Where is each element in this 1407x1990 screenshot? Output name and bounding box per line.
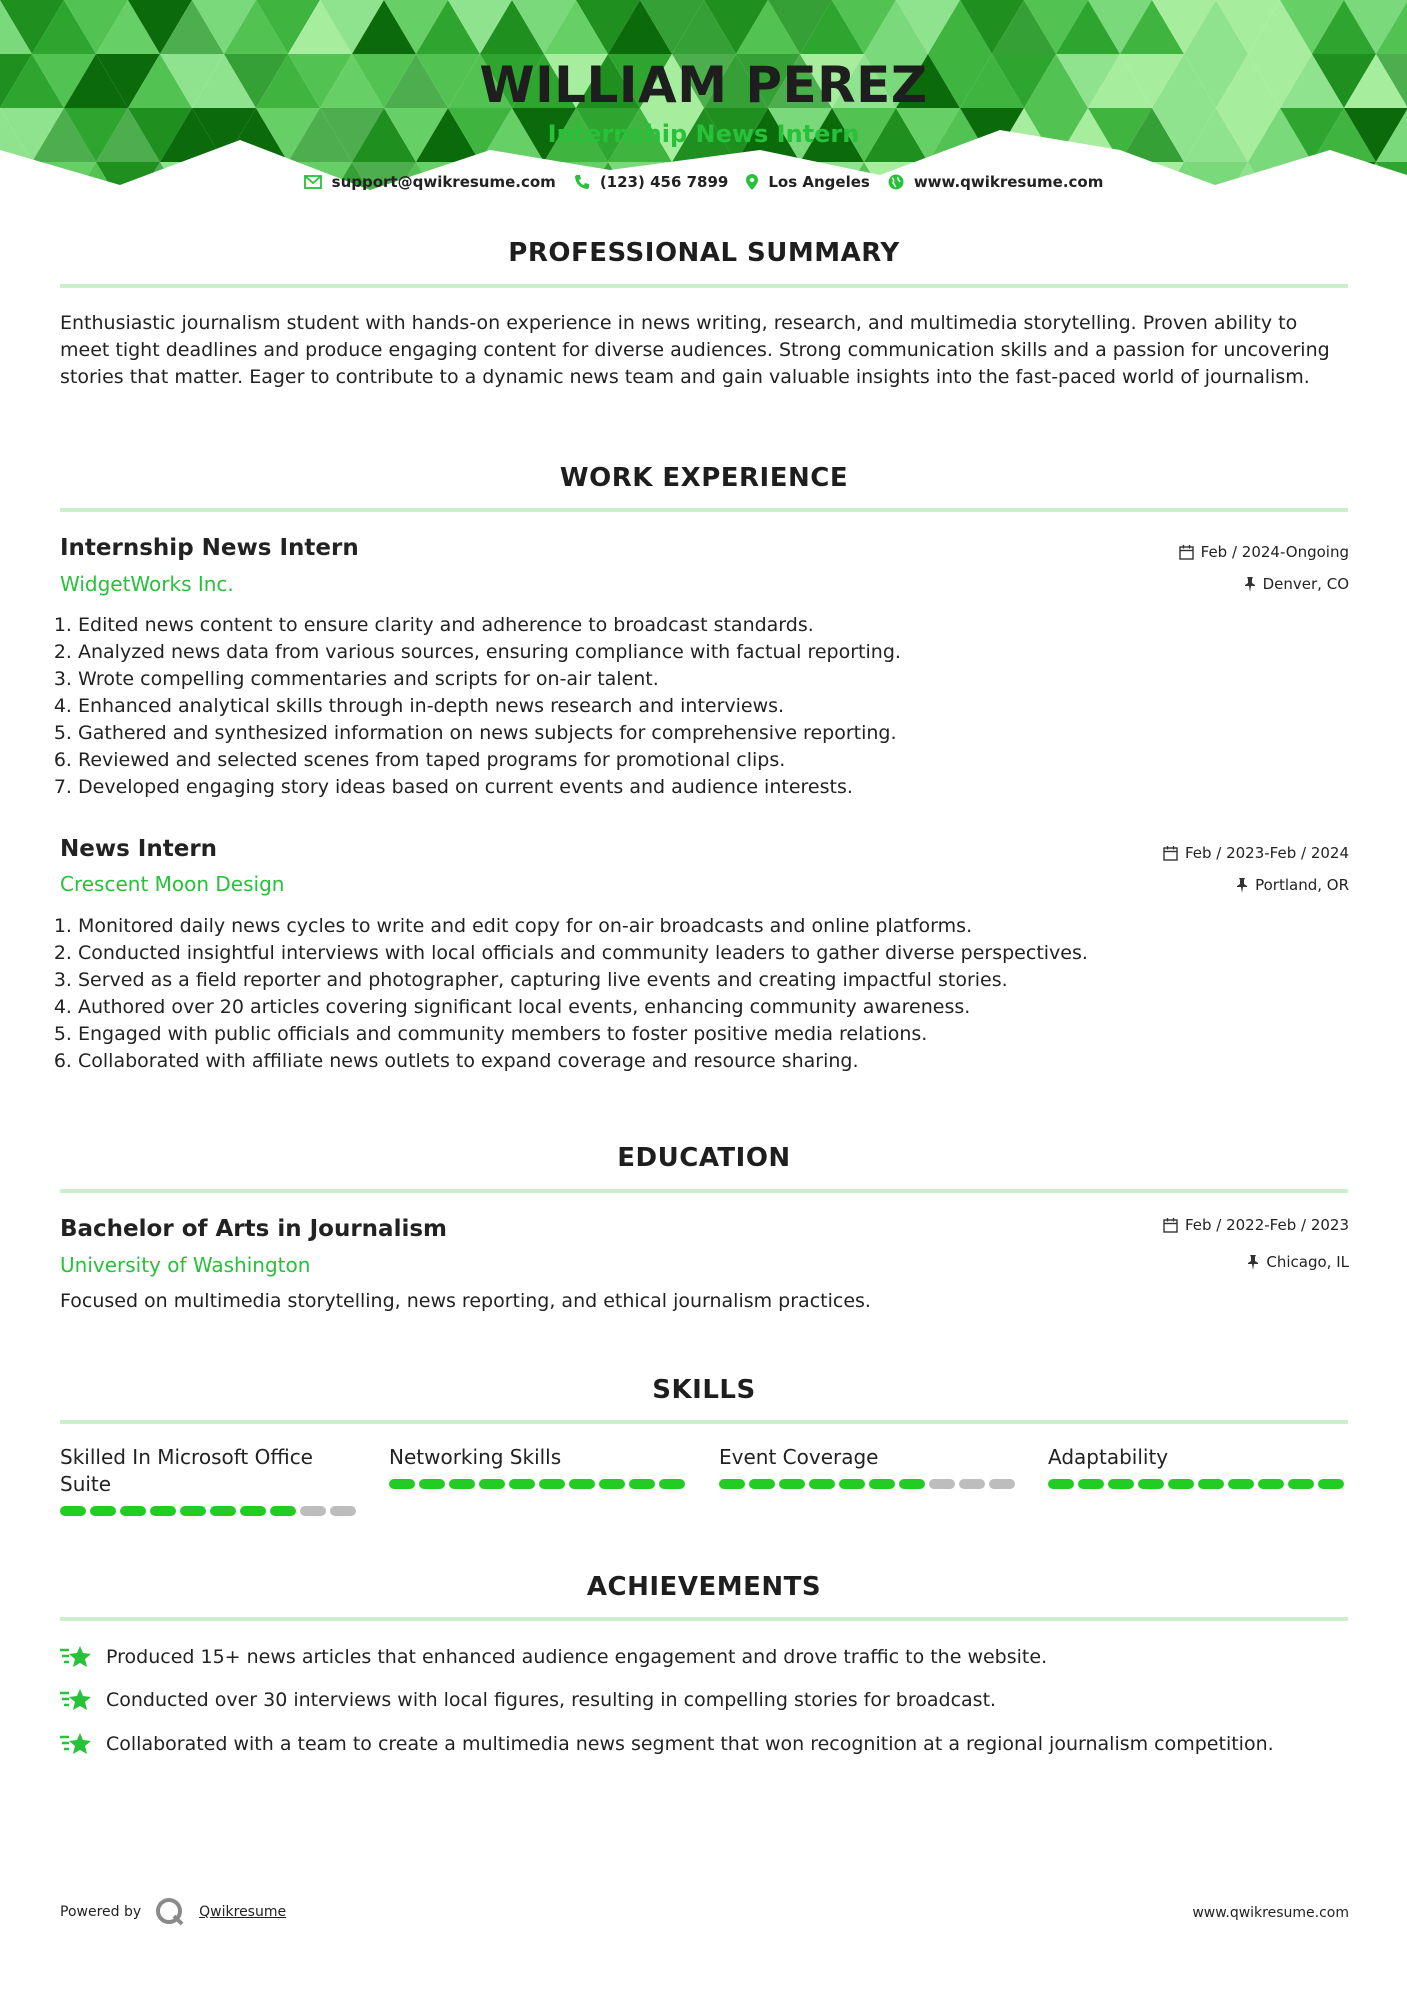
footer-website[interactable]: www.qwikresume.com xyxy=(1192,1905,1349,1921)
job-dates xyxy=(1179,543,1349,561)
skill-level-segment xyxy=(1168,1479,1194,1489)
skill-level-segment xyxy=(240,1506,266,1516)
skill-name: Event Coverage xyxy=(719,1445,879,1469)
calendar-icon xyxy=(1163,846,1178,861)
list-item: 4. Authored over 20 articles covering significant local events, enhancing community awareness. xyxy=(78,994,1368,1021)
skill-level-segment xyxy=(419,1479,445,1489)
skill-item xyxy=(1048,1444,1348,1489)
contact-location-text: Los Angeles xyxy=(768,173,870,191)
envelope-icon xyxy=(304,175,322,189)
job-dates-text: Feb / 2024-Ongoing xyxy=(1200,543,1349,561)
list-item: 5. Engaged with public officials and community members to foster positive media relations. xyxy=(78,1021,1368,1048)
education-description: Focused on multimedia storytelling, news reporting, and ethical journalism practices. xyxy=(60,1290,871,1312)
skill-level-segment xyxy=(539,1479,565,1489)
contact-email-text: support@qwikresume.com xyxy=(331,173,556,191)
education-heading: EDUCATION xyxy=(617,1143,791,1173)
experience-heading: WORK EXPERIENCE xyxy=(559,463,849,493)
skill-item xyxy=(719,1444,1019,1489)
skill-level-segment xyxy=(1318,1479,1344,1489)
footer-branding xyxy=(60,1897,286,1927)
pushpin-icon xyxy=(1244,576,1256,592)
job-location xyxy=(1236,876,1349,894)
achievements-divider xyxy=(60,1617,1348,1621)
star-badge-icon xyxy=(60,1731,92,1757)
skill-level-segment xyxy=(150,1506,176,1516)
education-dates-text: Feb / 2022-Feb / 2023 xyxy=(1184,1216,1349,1234)
skill-level-segment xyxy=(929,1479,955,1489)
skills-heading: SKILLS xyxy=(652,1375,756,1405)
skill-level-segment xyxy=(989,1479,1015,1489)
skill-level-segment xyxy=(389,1479,415,1489)
list-item: 2. Analyzed news data from various sources, ensuring compliance with factual reporting. xyxy=(78,639,1368,666)
achievement-item xyxy=(60,1731,1350,1757)
achievement-item xyxy=(60,1644,1350,1670)
calendar-icon xyxy=(1179,545,1194,560)
skill-level-bar xyxy=(60,1506,360,1516)
skill-level-segment xyxy=(719,1479,745,1489)
list-item: 1. Monitored daily news cycles to write and edit copy for on-air broadcasts and online platforms. xyxy=(78,913,1368,940)
skill-name: Adaptability xyxy=(1048,1445,1169,1469)
achievements-heading: ACHIEVEMENTS xyxy=(586,1572,822,1602)
candidate-title: Internship News Intern xyxy=(547,120,860,148)
skill-level-segment xyxy=(1048,1479,1074,1489)
summary-heading: PROFESSIONAL SUMMARY xyxy=(508,238,900,268)
contact-phone[interactable] xyxy=(574,173,729,191)
job-dates xyxy=(1163,844,1349,862)
skills-divider xyxy=(60,1420,1348,1424)
contact-bar xyxy=(0,173,1407,191)
skill-level-segment xyxy=(1198,1479,1224,1489)
skill-level-segment xyxy=(1258,1479,1284,1489)
skill-level-segment xyxy=(1138,1479,1164,1489)
contact-website[interactable] xyxy=(888,173,1104,191)
skill-level-bar xyxy=(389,1479,689,1489)
skill-name: Skilled In Microsoft Office Suite xyxy=(60,1445,313,1496)
skill-level-segment xyxy=(60,1506,86,1516)
skill-level-segment xyxy=(839,1479,865,1489)
contact-location xyxy=(746,173,869,191)
job-title: Internship News Intern xyxy=(60,535,359,561)
skill-level-segment xyxy=(479,1479,505,1489)
skill-level-segment xyxy=(959,1479,985,1489)
job-company: Crescent Moon Design xyxy=(60,872,285,896)
job-title: News Intern xyxy=(60,836,218,862)
skill-level-segment xyxy=(1228,1479,1254,1489)
skill-level-segment xyxy=(449,1479,475,1489)
education-divider xyxy=(60,1189,1348,1193)
skill-item xyxy=(60,1444,360,1516)
list-item: 4. Enhanced analytical skills through in-depth news research and interviews. xyxy=(78,693,1368,720)
skill-item xyxy=(389,1444,689,1489)
list-item: 5. Gathered and synthesized information on news subjects for comprehensive reporting. xyxy=(78,720,1368,747)
list-item: 3. Served as a field reporter and photographer, capturing live events and creating impactful stories. xyxy=(78,967,1368,994)
job-location-text: Portland, OR xyxy=(1255,876,1349,894)
job-company: WidgetWorks Inc. xyxy=(60,572,234,596)
skill-level-segment xyxy=(509,1479,535,1489)
skill-level-segment xyxy=(749,1479,775,1489)
skill-level-segment xyxy=(779,1479,805,1489)
candidate-name: WILLIAM PEREZ xyxy=(479,56,928,114)
skill-level-segment xyxy=(180,1506,206,1516)
job-bullets xyxy=(60,913,1368,1075)
education-dates xyxy=(1163,1216,1349,1234)
achievement-text: Conducted over 30 interviews with local figures, resulting in compelling stories for broadcast. xyxy=(106,1689,997,1711)
powered-by-label: Powered by xyxy=(60,1904,142,1920)
skill-level-segment xyxy=(869,1479,895,1489)
qwikresume-logo-icon xyxy=(155,1897,185,1927)
skill-level-segment xyxy=(300,1506,326,1516)
job-location-text: Denver, CO xyxy=(1262,575,1349,593)
qwikresume-link[interactable]: Qwikresume xyxy=(199,1904,287,1920)
star-badge-icon xyxy=(60,1687,92,1713)
pushpin-icon xyxy=(1247,1254,1259,1270)
summary-text: Enthusiastic journalism student with hands-on experience in news writing, research, and multimedia storytelling. Proven ability to meet tight deadlines and produce engaging content for diverse audiences. Strong communication skills and a passion for uncovering stories that matter. Eager to contribute to a dynamic news team and gain valuable insights into the fast-paced world of journalism. xyxy=(60,312,1330,388)
list-item: 6. Collaborated with affiliate news outlets to expand coverage and resource sharing. xyxy=(78,1048,1368,1075)
skill-level-bar xyxy=(1048,1479,1348,1489)
skill-level-segment xyxy=(1288,1479,1314,1489)
skill-name: Networking Skills xyxy=(389,1445,562,1469)
list-item: 3. Wrote compelling commentaries and scripts for on-air talent. xyxy=(78,666,1368,693)
skill-level-segment xyxy=(1108,1479,1134,1489)
globe-icon xyxy=(888,174,904,190)
skill-level-segment xyxy=(330,1506,356,1516)
achievement-text: Collaborated with a team to create a multimedia news segment that won recognition at a regional journalism competition. xyxy=(106,1733,1274,1755)
experience-divider xyxy=(60,508,1348,512)
education-location-text: Chicago, IL xyxy=(1266,1253,1349,1271)
job-dates-text: Feb / 2023-Feb / 2024 xyxy=(1184,844,1349,862)
contact-website-text: www.qwikresume.com xyxy=(913,173,1104,191)
star-badge-icon xyxy=(60,1644,92,1670)
skill-level-segment xyxy=(270,1506,296,1516)
skill-level-segment xyxy=(629,1479,655,1489)
skill-level-segment xyxy=(809,1479,835,1489)
achievement-text: Produced 15+ news articles that enhanced audience engagement and drove traffic to the website. xyxy=(106,1646,1048,1668)
contact-email[interactable] xyxy=(304,173,556,191)
list-item: 7. Developed engaging story ideas based on current events and audience interests. xyxy=(78,774,1368,801)
education-location xyxy=(1247,1253,1349,1271)
skill-level-segment xyxy=(90,1506,116,1516)
skill-level-segment xyxy=(599,1479,625,1489)
skill-level-segment xyxy=(120,1506,146,1516)
summary-divider xyxy=(60,284,1348,288)
map-pin-icon xyxy=(746,174,758,190)
skill-level-segment xyxy=(210,1506,236,1516)
skill-level-bar xyxy=(719,1479,1019,1489)
skill-level-segment xyxy=(569,1479,595,1489)
skill-level-segment xyxy=(659,1479,685,1489)
job-bullets xyxy=(60,612,1368,801)
contact-phone-text: (123) 456 7899 xyxy=(599,173,729,191)
skill-level-segment xyxy=(1078,1479,1104,1489)
school-name: University of Washington xyxy=(60,1253,311,1277)
list-item: 6. Reviewed and selected scenes from taped programs for promotional clips. xyxy=(78,747,1368,774)
list-item: 1. Edited news content to ensure clarity and adherence to broadcast standards. xyxy=(78,612,1368,639)
achievement-item xyxy=(60,1687,1350,1713)
calendar-icon xyxy=(1163,1218,1178,1233)
list-item: 2. Conducted insightful interviews with local officials and community leaders to gather diverse perspectives. xyxy=(78,940,1368,967)
phone-icon xyxy=(574,174,590,190)
skill-level-segment xyxy=(899,1479,925,1489)
pushpin-icon xyxy=(1236,877,1248,893)
job-location xyxy=(1244,575,1349,593)
degree-title: Bachelor of Arts in Journalism xyxy=(60,1216,448,1242)
